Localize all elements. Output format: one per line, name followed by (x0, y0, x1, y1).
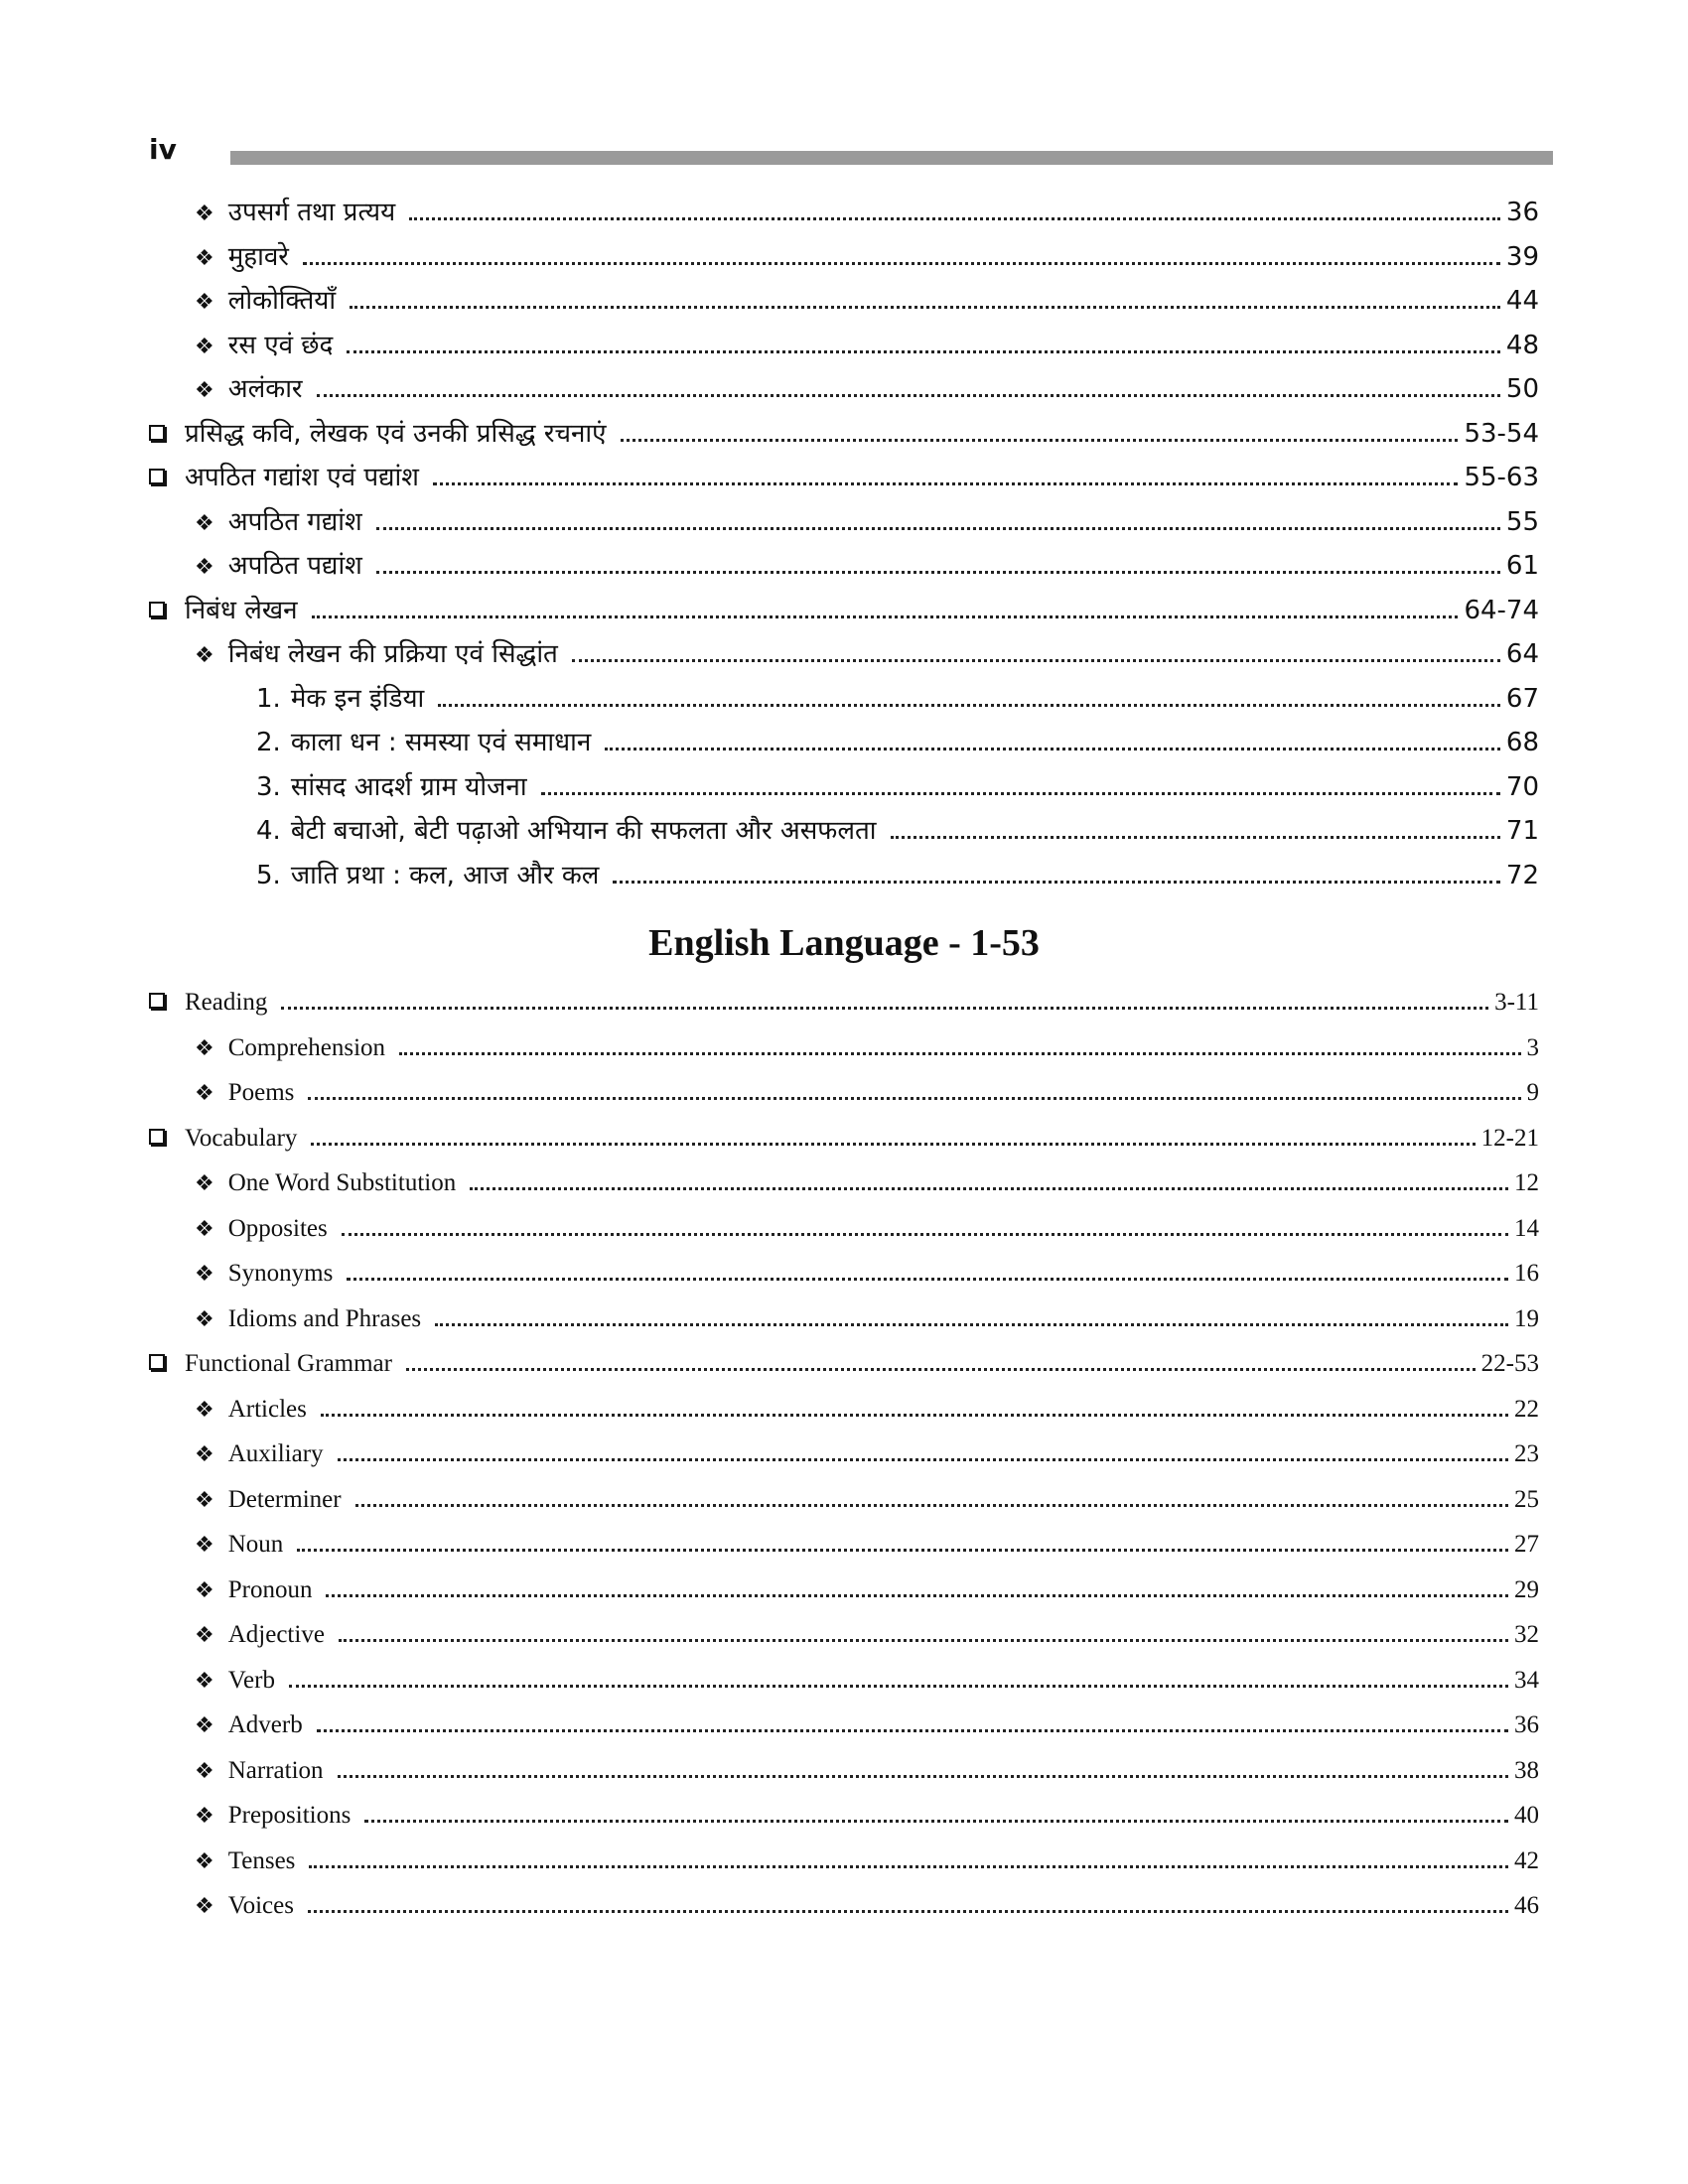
toc-entry-label: उपसर्ग तथा प्रत्यय (227, 198, 396, 227)
toc-entry-label: Articles (227, 1395, 307, 1423)
toc-entry-label: Vocabulary (185, 1124, 298, 1152)
toc-entry-pages: 19 (1514, 1304, 1539, 1332)
toc-entry (149, 989, 1539, 1034)
toc-entry-number: 3. (256, 771, 281, 802)
toc-entry-label: Adjective (227, 1621, 325, 1648)
toc-entry-label: Pronoun (227, 1575, 313, 1603)
toc-entry-number: 1. (256, 683, 281, 714)
toc-entry (149, 1667, 1539, 1712)
toc-entry-pages: 70 (1505, 771, 1539, 802)
dot-leader (435, 1323, 1508, 1326)
toc-entry (149, 767, 1539, 812)
toc-entry-pages: 3-11 (1494, 989, 1539, 1016)
toc-entry-label: Idioms and Phrases (227, 1304, 422, 1332)
toc-entry-pages: 16 (1514, 1260, 1539, 1287)
diamond-bullet-icon: ❖ (195, 245, 214, 271)
toc-entry-pages: 32 (1514, 1621, 1539, 1648)
hindi-toc (149, 193, 1539, 899)
dot-leader (303, 262, 1500, 265)
diamond-bullet-icon: ❖ (195, 1804, 214, 1829)
diamond-bullet-icon: ❖ (195, 1533, 214, 1558)
toc-entry-label: अपठित पद्यांश (227, 551, 362, 581)
toc-entry-pages: 36 (1514, 1711, 1539, 1738)
toc-entry (149, 591, 1539, 635)
dot-leader (338, 1775, 1508, 1778)
toc-entry-pages: 34 (1514, 1666, 1539, 1694)
toc-entry-pages: 55-63 (1464, 463, 1539, 492)
diamond-bullet-icon: ❖ (195, 202, 214, 226)
toc-entry-pages: 64-74 (1464, 595, 1539, 625)
toc-entry-pages: 68 (1505, 728, 1539, 757)
toc-entry-label: Determiner (227, 1485, 342, 1513)
diamond-bullet-icon: ❖ (195, 1397, 214, 1423)
toc-entry-pages: 40 (1514, 1802, 1539, 1829)
toc-entry-label: Opposites (227, 1214, 328, 1242)
toc-entry (149, 1260, 1539, 1305)
diamond-bullet-icon: ❖ (195, 1894, 214, 1919)
diamond-bullet-icon: ❖ (195, 510, 214, 536)
english-toc (149, 989, 1539, 1938)
toc-entry-pages: 3 (1526, 1033, 1539, 1061)
toc-entry (149, 281, 1539, 326)
dot-leader (308, 1097, 1520, 1100)
dot-leader (308, 1910, 1508, 1913)
toc-entry-pages: 42 (1514, 1846, 1539, 1874)
diamond-bullet-icon: ❖ (195, 1623, 214, 1648)
diamond-bullet-icon: ❖ (195, 643, 214, 668)
toc-entry-label: Prepositions (227, 1802, 352, 1829)
toc-entry-label: अपठित गद्यांश एवं पद्यांश (185, 463, 419, 492)
toc-entry-pages: 61 (1505, 551, 1539, 581)
toc-entry-pages: 14 (1514, 1214, 1539, 1242)
dot-leader (297, 1549, 1508, 1552)
toc-entry-pages: 53-54 (1464, 418, 1539, 449)
diamond-bullet-icon: ❖ (195, 1262, 214, 1287)
dot-leader (317, 1729, 1508, 1732)
toc-entry-label: Comprehension (227, 1033, 386, 1061)
toc-entry-number: 2. (256, 728, 281, 757)
header-rule (230, 151, 1553, 165)
dot-leader (338, 1458, 1508, 1461)
diamond-bullet-icon: ❖ (195, 1216, 214, 1242)
dot-leader (621, 439, 1459, 442)
toc-entry-pages: 44 (1505, 286, 1539, 316)
dot-leader (433, 482, 1459, 485)
toc-entry-label: मुहावरे (227, 241, 289, 272)
toc-entry-label: बेटी बचाओ, बेटी पढ़ाओ अभियान की सफलता और असफलता (290, 816, 877, 846)
dot-leader (347, 1278, 1508, 1281)
toc-entry (149, 1711, 1539, 1757)
toc-entry-label: Functional Grammar (185, 1350, 392, 1377)
toc-entry-label: रस एवं छंद (227, 330, 334, 360)
diamond-bullet-icon: ❖ (195, 1442, 214, 1467)
dot-leader (355, 1504, 1508, 1507)
toc-entry (149, 634, 1539, 679)
diamond-bullet-icon: ❖ (195, 1577, 214, 1603)
dot-leader (605, 748, 1500, 751)
diamond-bullet-icon: ❖ (195, 1758, 214, 1784)
toc-entry (149, 1576, 1539, 1622)
toc-entry-pages: 71 (1505, 816, 1539, 846)
dot-leader (342, 1233, 1508, 1236)
diamond-bullet-icon: ❖ (195, 1668, 214, 1694)
dot-leader (541, 792, 1500, 795)
dot-leader (572, 659, 1500, 662)
toc-entry (149, 1486, 1539, 1532)
toc-entry (149, 1847, 1539, 1893)
toc-entry-label: जाति प्रथा : कल, आज और कल (290, 860, 600, 890)
toc-entry-label: Auxiliary (227, 1440, 324, 1467)
toc-entry-label: प्रसिद्ध कवि, लेखक एवं उनकी प्रसिद्ध रचनाएं (185, 418, 607, 449)
dot-leader (613, 881, 1499, 884)
dot-leader (347, 350, 1500, 353)
toc-entry (149, 1125, 1539, 1170)
toc-entry (149, 1531, 1539, 1576)
dot-leader (891, 836, 1500, 839)
dot-leader (317, 394, 1500, 397)
toc-entry (149, 414, 1539, 459)
toc-entry-pages: 22 (1514, 1395, 1539, 1423)
toc-entry-pages: 55 (1505, 506, 1539, 537)
checkbox-bullet-icon (149, 993, 165, 1009)
toc-entry-pages: 72 (1505, 860, 1539, 890)
toc-entry (149, 1440, 1539, 1486)
toc-entry (149, 1350, 1539, 1396)
toc-entry-label: Synonyms (227, 1260, 334, 1287)
toc-entry-pages: 22-53 (1480, 1350, 1539, 1377)
toc-entry (149, 856, 1539, 900)
toc-entry-label: मेक इन इंडिया (290, 683, 425, 714)
toc-entry (149, 1802, 1539, 1847)
toc-entry (149, 502, 1539, 547)
dot-leader (311, 1143, 1475, 1146)
toc-entry-label: Verb (227, 1666, 275, 1694)
toc-entry-pages: 27 (1514, 1531, 1539, 1558)
toc-entry (149, 811, 1539, 856)
toc-entry (149, 1034, 1539, 1080)
diamond-bullet-icon: ❖ (195, 290, 214, 315)
dot-leader (376, 571, 1500, 574)
checkbox-bullet-icon (149, 602, 165, 617)
toc-entry (149, 1305, 1539, 1351)
diamond-bullet-icon: ❖ (195, 1035, 214, 1061)
diamond-bullet-icon: ❖ (195, 334, 214, 359)
toc-entry-label: निबंध लेखन (185, 595, 298, 625)
toc-entry (149, 237, 1539, 282)
diamond-bullet-icon: ❖ (195, 1171, 214, 1196)
toc-entry-label: अलंकार (227, 374, 303, 404)
toc-entry (149, 546, 1539, 591)
toc-entry (149, 326, 1539, 370)
dot-leader (470, 1187, 1508, 1190)
section-title: English Language - 1-53 (648, 922, 1040, 964)
toc-entry-pages: 46 (1514, 1892, 1539, 1919)
toc-entry-label: Adverb (227, 1711, 303, 1738)
toc-entry-label: अपठित गद्यांश (227, 506, 362, 537)
page-number: iv (149, 133, 177, 166)
checkbox-bullet-icon (149, 469, 165, 484)
toc-entry-pages: 29 (1514, 1575, 1539, 1603)
checkbox-bullet-icon (149, 425, 165, 441)
diamond-bullet-icon: ❖ (195, 1081, 214, 1106)
toc-entry (149, 1169, 1539, 1215)
diamond-bullet-icon: ❖ (195, 555, 214, 580)
toc-entry-pages: 48 (1505, 330, 1539, 360)
toc-entry (149, 679, 1539, 724)
toc-entry-label: Tenses (227, 1846, 296, 1874)
dot-leader (376, 527, 1500, 530)
toc-entry-pages: 36 (1505, 198, 1539, 227)
diamond-bullet-icon: ❖ (195, 1306, 214, 1332)
diamond-bullet-icon: ❖ (195, 378, 214, 403)
toc-entry-label: Voices (227, 1892, 294, 1919)
toc-entry (149, 1621, 1539, 1667)
toc-entry (149, 369, 1539, 414)
toc-entry (149, 458, 1539, 502)
toc-entry-label: निबंध लेखन की प्रक्रिया एवं सिद्धांत (227, 639, 558, 669)
diamond-bullet-icon: ❖ (195, 1487, 214, 1513)
toc-entry-pages: 38 (1514, 1756, 1539, 1784)
diamond-bullet-icon: ❖ (195, 1713, 214, 1738)
toc-entry (149, 1215, 1539, 1261)
toc-entry-pages: 64 (1505, 639, 1539, 669)
dot-leader (326, 1594, 1508, 1597)
dot-leader (289, 1685, 1508, 1688)
toc-entry-label: Poems (227, 1079, 295, 1106)
dot-leader (321, 1414, 1508, 1417)
toc-entry-label: Reading (185, 989, 268, 1016)
toc-entry (149, 723, 1539, 767)
dot-leader (312, 615, 1459, 618)
toc-entry (149, 1892, 1539, 1938)
checkbox-bullet-icon (149, 1129, 165, 1145)
toc-entry (149, 1396, 1539, 1441)
dot-leader (350, 306, 1500, 309)
toc-entry-pages: 12-21 (1480, 1124, 1539, 1152)
toc-entry-label: लोकोक्तियाँ (227, 286, 337, 316)
toc-entry (149, 1757, 1539, 1803)
dot-leader (409, 217, 1500, 220)
toc-entry-label: One Word Substitution (227, 1169, 457, 1196)
checkbox-bullet-icon (149, 1354, 165, 1370)
toc-entry-label: Narration (227, 1756, 324, 1784)
dot-leader (364, 1820, 1508, 1823)
toc-entry (149, 1079, 1539, 1125)
dot-leader (438, 704, 1500, 707)
dot-leader (406, 1368, 1476, 1371)
toc-entry (149, 193, 1539, 237)
diamond-bullet-icon: ❖ (195, 1848, 214, 1874)
dot-leader (339, 1639, 1508, 1642)
toc-entry-label: सांसद आदर्श ग्राम योजना (290, 771, 527, 802)
toc-entry-label: Noun (227, 1531, 284, 1558)
toc-entry-pages: 25 (1514, 1485, 1539, 1513)
toc-entry-pages: 39 (1505, 241, 1539, 272)
toc-entry-pages: 50 (1505, 374, 1539, 404)
toc-entry-number: 4. (256, 816, 281, 846)
dot-leader (281, 1007, 1488, 1010)
toc-entry-pages: 12 (1514, 1169, 1539, 1196)
toc-entry-pages: 9 (1526, 1079, 1539, 1106)
toc-entry-label: काला धन : समस्या एवं समाधान (290, 728, 592, 757)
dot-leader (399, 1052, 1520, 1055)
toc-entry-pages: 67 (1505, 683, 1539, 714)
toc-entry-pages: 23 (1514, 1440, 1539, 1467)
dot-leader (309, 1865, 1508, 1868)
toc-entry-number: 5. (256, 860, 281, 890)
